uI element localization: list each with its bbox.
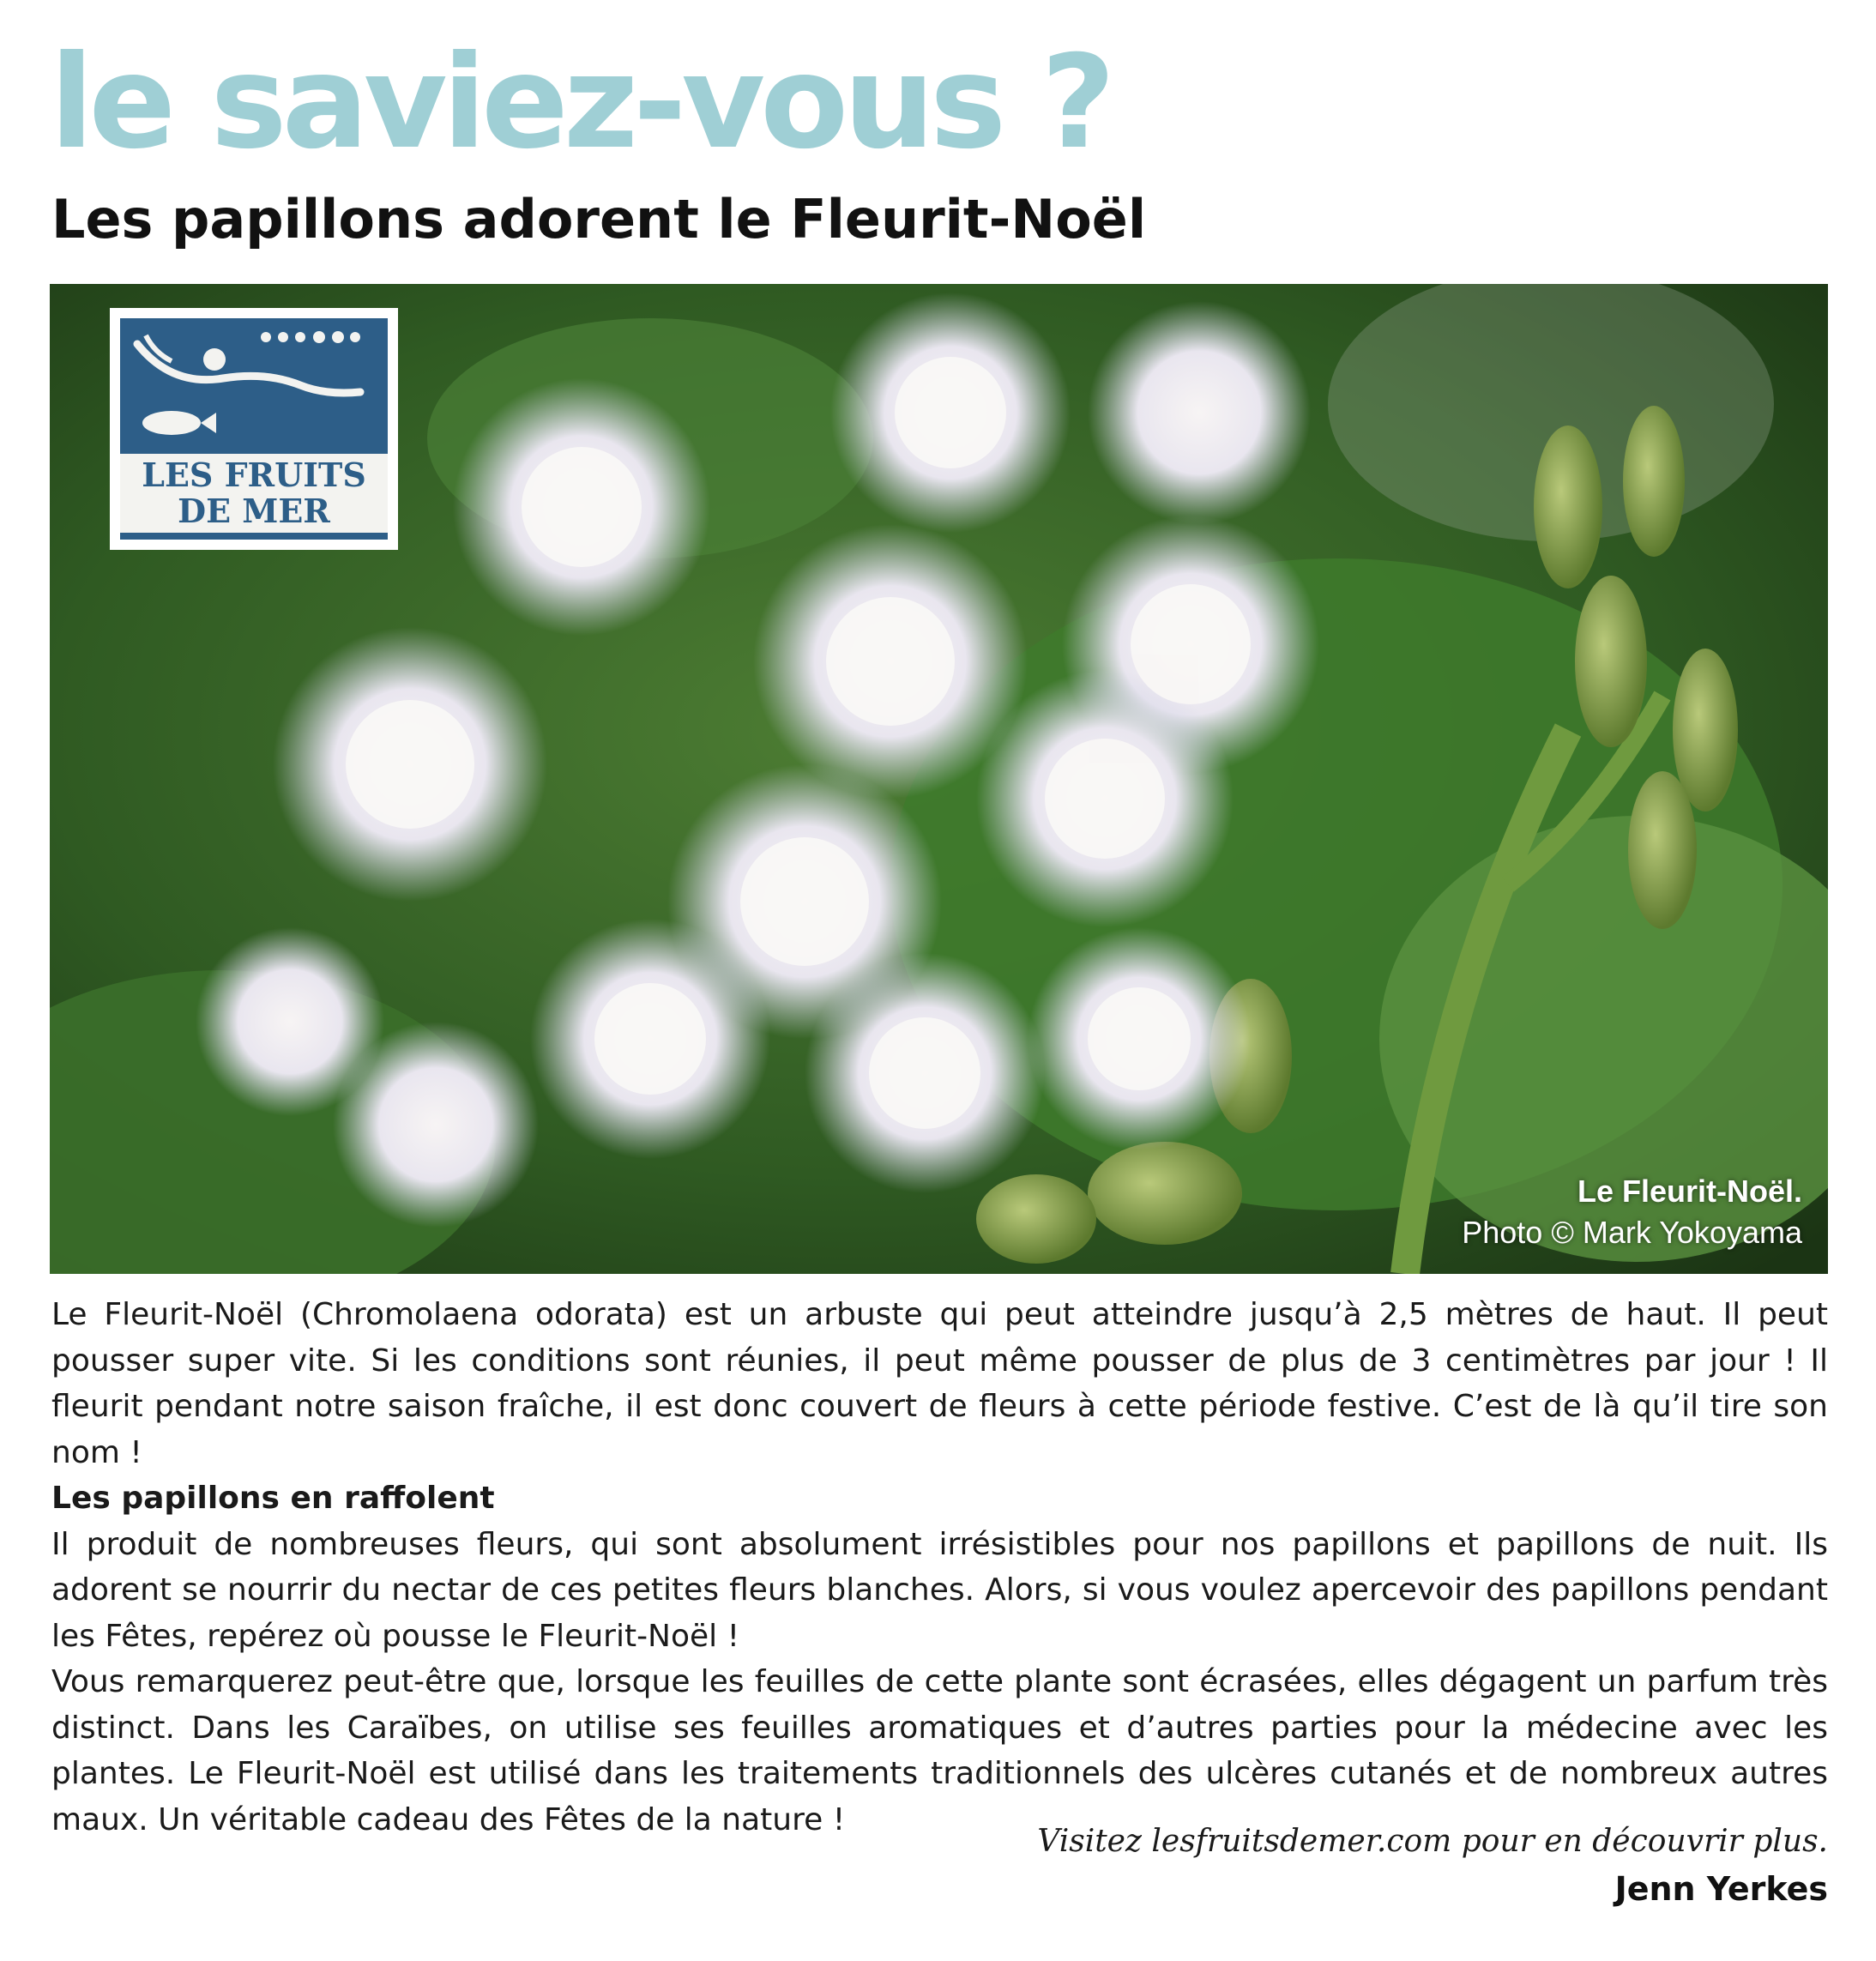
subheading: Les papillons en raffolent [51,1481,495,1516]
caption-title: Le Fleurit-Noël. [1577,1174,1802,1209]
mermaid-icon [120,318,388,447]
flower-photo [50,284,1828,1274]
paragraph-3: Vous remarquerez peut-être que, lorsque les feuilles de cette plante sont écrasées, elles dégagent un parfum très distinct. Dans les Caraïbes, on utilise ses feuilles aromatiques et d’autres parties pour la médecine avec les plantes. Le Fleurit-Noël est utilisé dans les traitements traditionnels des ulcères cutanés et de nombreux autres maux. Un véritable cadeau des Fêtes de la nature ! [51,1664,1828,1837]
article-body [51,1292,1828,1843]
caption-credit: Photo © Mark Yokoyama [1462,1215,1802,1250]
photo-caption [1462,1171,1802,1253]
paragraph-2: Il produit de nombreuses fleurs, qui sont absolument irrésistibles pour nos papillons et papillons de nuit. Ils adorent se nourrir du nectar de ces petites fleurs blanches. Alors, si vous voulez apercevoir des papillons pendant les Fêtes, repérez où pousse le Fleurit-Noël ! [51,1526,1828,1654]
logo-text [120,454,388,533]
author-name: Jenn Yerkes [1614,1870,1828,1908]
logo-line-1: LES FRUITS [142,456,366,494]
headline: Les papillons adorent le Fleurit-Noël [51,188,1147,250]
visit-website-text: Visitez lesfruitsdemer.com pour en découvrir plus. [1037,1824,1828,1859]
paragraph-1: Le Fleurit-Noël (Chromolaena odorata) est un arbuste qui peut atteindre jusqu’à 2,5 mètres de haut. Il peut pousser super vite. Si les conditions sont réunies, il peut même pousser de plus de 3 centimètres par jour ! Il fleurit pendant notre saison fraîche, il est donc couvert de fleurs à cette période festive. C’est de là qu’il tire son nom ! [51,1297,1828,1470]
footer [1037,1819,1828,1913]
kicker-title: le saviez-vous ? [50,28,1111,178]
les-fruits-de-mer-logo [110,308,398,550]
logo-line-2: DE MER [178,492,330,530]
